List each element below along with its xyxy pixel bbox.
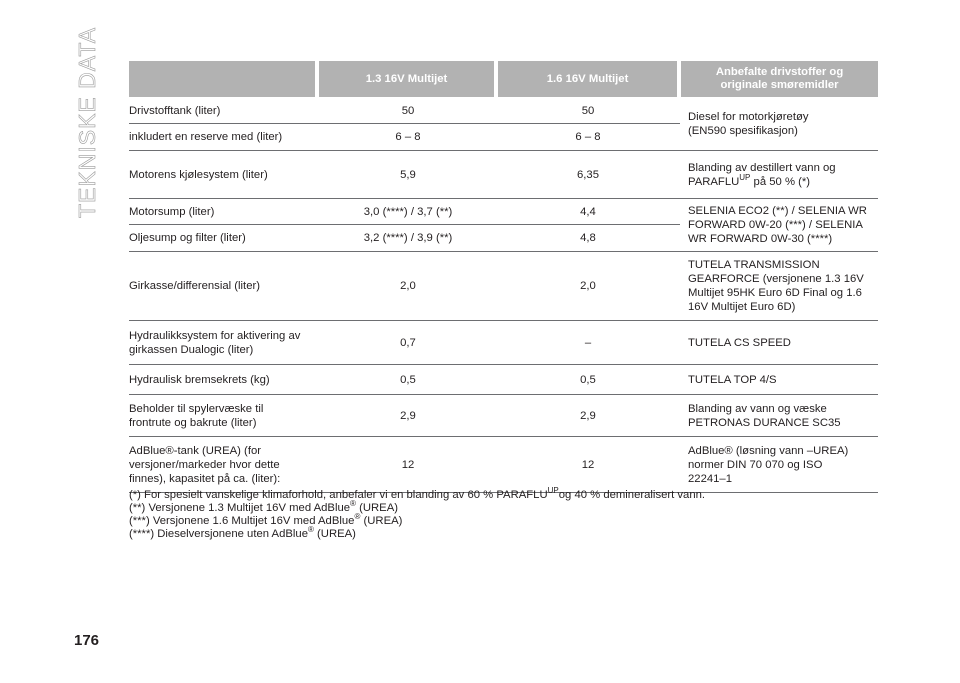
footnote-text: (**) Versjonene 1.3 Multijet 16V med AdBlue — [129, 502, 351, 514]
oil-group — [129, 199, 878, 252]
row-value-1-3: 3,2 (****) / 3,9 (**) — [363, 232, 453, 244]
label-line: Hydraulikksystem for aktivering av — [129, 329, 301, 342]
page-number: 176 — [74, 632, 100, 649]
footnote-text: (****) Dieselversjonene uten AdBlue — [129, 528, 308, 540]
row-label: Girkasse/differensial (liter) — [129, 280, 261, 292]
spec-line — [688, 172, 836, 189]
table-row — [129, 123, 680, 150]
table-row — [129, 199, 680, 224]
table-row — [129, 321, 878, 365]
row-value-1-6: 6,35 — [577, 168, 599, 181]
row-value-1-3: 0,5 — [400, 373, 416, 386]
spec-line: FORWARD 0W-20 (***) / SELENIA — [688, 219, 863, 231]
row-spec — [680, 151, 878, 198]
footnote-text: og 40 % demineralisert vann. — [558, 489, 706, 501]
row-value-1-6: 0,5 — [580, 373, 596, 386]
row-spec — [680, 199, 878, 251]
spec-line: TUTELA TRANSMISSION — [688, 259, 820, 271]
row-label: Motorsump (liter) — [129, 205, 215, 218]
row-value-1-3: 50 — [401, 104, 415, 117]
header-recommended-line1: Anbefalte drivstoffer og — [715, 66, 844, 78]
footnote — [129, 525, 889, 541]
row-value-1-3: 0,7 — [400, 336, 416, 349]
row-value-1-6: 2,0 — [580, 280, 596, 292]
spec-line: normer DIN 70 070 og ISO — [688, 458, 823, 471]
row-value-1-6: – — [584, 336, 592, 349]
row-label: Motorens kjølesystem (liter) — [129, 168, 268, 181]
superscript: ® — [354, 512, 361, 522]
superscript: ® — [307, 525, 314, 535]
footnote — [129, 512, 889, 528]
spec-text: på 50 % (*) — [753, 175, 811, 188]
spec-line: Multijet 95HK Euro 6D Final og 1.6 — [688, 287, 862, 299]
row-value-1-3: 5,9 — [400, 168, 416, 181]
spec-line: 16V Multijet Euro 6D) — [688, 301, 796, 313]
superscript: ® — [350, 499, 356, 509]
footnote-text: (UREA) — [360, 515, 403, 527]
label-line: finnes), kapasitet på ca. (liter): — [129, 472, 281, 485]
table-row — [129, 151, 878, 199]
footnote-text: (UREA) — [355, 502, 399, 514]
spec-line: (EN590 spesifikasjon) — [688, 125, 798, 137]
superscript: UP — [739, 172, 751, 182]
header-recommended-line2: originale smøremidler — [720, 79, 839, 91]
label-line: frontrute og bakrute (liter) — [129, 416, 257, 429]
row-label — [129, 437, 320, 492]
row-spec — [680, 98, 878, 150]
table-row — [129, 365, 878, 395]
footnote-text: (*) For spesielt vanskelige klimaforhold, anbefaler vi en blanding av 60 % PARAFLU — [129, 489, 548, 501]
row-spec — [680, 437, 878, 492]
section-title: TEKNISKE DATA — [74, 26, 100, 218]
row-value-1-6: 4,8 — [580, 232, 596, 244]
spec-line: 22241–1 — [688, 472, 732, 485]
superscript: UP — [547, 486, 559, 496]
row-label — [129, 321, 320, 364]
row-spec — [680, 395, 878, 436]
row-value-1-6: 50 — [581, 104, 595, 117]
table-row — [129, 224, 680, 251]
footnote-text: (***) Versjonene 1.6 Multijet 16V med AdBlue — [129, 515, 355, 527]
row-value-1-3: 2,9 — [400, 409, 416, 422]
table-row — [129, 98, 680, 123]
spec-line: SELENIA ECO2 (**) / SELENIA WR — [688, 205, 867, 217]
row-value-1-3: 2,0 — [400, 280, 416, 292]
row-label: Oljesump og filter (liter) — [129, 232, 246, 244]
fuel-group — [129, 98, 878, 151]
row-spec — [680, 252, 878, 320]
table-row — [129, 252, 878, 321]
spec-text: PARAFLU — [688, 175, 740, 188]
row-label — [129, 395, 320, 436]
label-line: girkassen Dualogic (liter) — [129, 343, 254, 356]
row-value-1-6: 2,9 — [580, 409, 596, 422]
table-row — [129, 395, 878, 437]
row-spec: TUTELA TOP 4/S — [688, 373, 777, 386]
spec-line: Diesel for motorkjøretøy — [688, 111, 809, 123]
table-header — [129, 61, 878, 97]
label-line: Beholder til spylervæske til — [129, 402, 264, 415]
row-value-1-6: 12 — [581, 458, 595, 471]
row-label: Drivstofftank (liter) — [129, 104, 221, 117]
row-value-1-3: 12 — [401, 458, 415, 471]
footnote — [129, 499, 889, 515]
spec-line: AdBlue® (løsning vann –UREA) — [688, 444, 849, 457]
row-label: inkludert en reserve med (liter) — [129, 131, 283, 143]
spec-line: Blanding av vann og væske — [688, 402, 827, 415]
spec-line: Blanding av destillert vann og — [688, 161, 836, 174]
row-value-1-3: 6 – 8 — [395, 131, 421, 143]
label-line: versjoner/markeder hvor dette — [129, 458, 280, 471]
row-value-1-6: 4,4 — [580, 205, 596, 218]
row-value-1-6: 6 – 8 — [575, 131, 601, 143]
header-engine-1-6: 1.6 16V Multijet — [498, 61, 677, 97]
spec-line: WR FORWARD 0W-30 (****) — [688, 233, 833, 245]
footnote-text: (UREA) — [313, 528, 356, 540]
row-label: Hydraulisk bremsekrets (kg) — [129, 373, 270, 386]
footnote — [129, 486, 889, 502]
header-blank-cell — [129, 61, 315, 97]
label-line: AdBlue®-tank (UREA) (for — [129, 444, 261, 457]
footnotes — [129, 486, 889, 541]
row-value-1-3: 3,0 (****) / 3,7 (**) — [363, 205, 453, 218]
spec-line: GEARFORCE (versjonene 1.3 16V — [688, 273, 864, 285]
row-spec: TUTELA CS SPEED — [688, 336, 791, 349]
spec-line: PETRONAS DURANCE SC35 — [688, 416, 841, 429]
header-recommended — [681, 61, 878, 97]
header-engine-1-3: 1.3 16V Multijet — [319, 61, 494, 97]
